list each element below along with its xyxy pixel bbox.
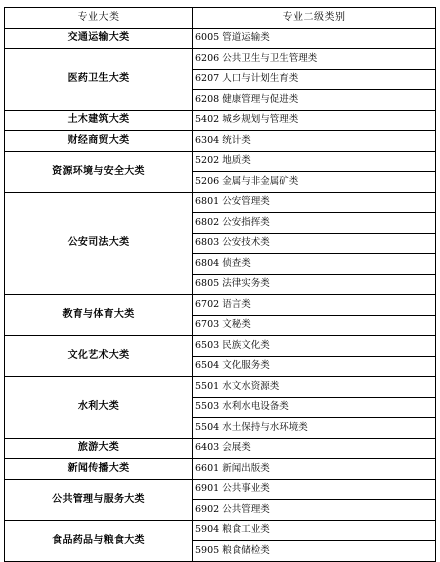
table-row (5, 49, 436, 70)
sub-category-code: 5402 (195, 114, 220, 126)
major-category-cell: 医药卫生大类 (5, 49, 193, 111)
sub-category-cell (193, 192, 436, 213)
sub-category-code: 5206 (195, 175, 220, 187)
major-category-table (4, 7, 436, 562)
sub-category-cell (193, 110, 436, 131)
sub-category-cell (193, 438, 436, 459)
sub-category-code: 5501 (195, 380, 220, 392)
sub-category-name: 新闻出版类 (222, 462, 270, 474)
sub-category-name: 健康管理与促进类 (222, 93, 299, 105)
sub-category-cell (193, 49, 436, 70)
sub-category-cell (193, 479, 436, 500)
header-sub-category: 专业二级类别 (193, 8, 436, 29)
sub-category-code: 6803 (195, 237, 220, 249)
major-category-cell: 教育与体育大类 (5, 295, 193, 336)
sub-category-cell (193, 28, 436, 49)
major-category-cell: 文化艺术大类 (5, 336, 193, 377)
sub-category-name: 粮食工业类 (222, 524, 270, 536)
sub-category-cell (193, 315, 436, 336)
major-category-cell: 资源环境与安全大类 (5, 151, 193, 192)
sub-category-name: 法律实务类 (222, 278, 270, 290)
table-row (5, 192, 436, 213)
sub-category-code: 6207 (195, 73, 220, 85)
sub-category-cell (193, 131, 436, 152)
sub-category-cell (193, 151, 436, 172)
table-row (5, 151, 436, 172)
sub-category-cell (193, 356, 436, 377)
sub-category-cell (193, 377, 436, 398)
sub-category-cell (193, 274, 436, 295)
sub-category-name: 水土保持与水环境类 (222, 421, 308, 433)
sub-category-code: 5504 (195, 421, 220, 433)
table-row (5, 336, 436, 357)
sub-category-name: 会展类 (222, 442, 251, 454)
sub-category-code: 6804 (195, 257, 220, 269)
sub-category-name: 公安技术类 (222, 237, 270, 249)
table-row (5, 28, 436, 49)
sub-category-code: 6206 (195, 52, 220, 64)
sub-category-code: 6702 (195, 298, 220, 310)
sub-category-name: 人口与计划生育类 (222, 73, 299, 85)
sub-category-code: 5503 (195, 401, 220, 413)
sub-category-cell (193, 172, 436, 193)
sub-category-code: 6601 (195, 462, 220, 474)
sub-category-name: 水利水电设备类 (222, 401, 289, 413)
sub-category-name: 金属与非金属矿类 (222, 175, 299, 187)
header-row (5, 8, 436, 29)
sub-category-code: 6504 (195, 360, 220, 372)
sub-category-code: 5904 (195, 524, 220, 536)
sub-category-cell (193, 295, 436, 316)
sub-category-name: 城乡规划与管理类 (222, 114, 299, 126)
sub-category-cell (193, 418, 436, 439)
sub-category-code: 5905 (195, 544, 220, 556)
sub-category-cell (193, 90, 436, 111)
sub-category-cell (193, 254, 436, 275)
sub-category-code: 6304 (195, 134, 220, 146)
sub-category-cell (193, 336, 436, 357)
sub-category-name: 公安指挥类 (222, 216, 270, 228)
sub-category-name: 管道运输类 (222, 32, 270, 44)
table-row (5, 438, 436, 459)
table-row (5, 110, 436, 131)
sub-category-code: 6801 (195, 196, 220, 208)
header-major-category: 专业大类 (5, 8, 193, 29)
sub-category-name: 公共管理类 (222, 503, 270, 515)
sub-category-cell (193, 500, 436, 521)
sub-category-cell (193, 520, 436, 541)
sub-category-name: 文秘类 (222, 319, 251, 331)
sub-category-name: 文化服务类 (222, 360, 270, 372)
sub-category-code: 5202 (195, 155, 220, 167)
sub-category-name: 语言类 (222, 298, 251, 310)
major-category-cell: 土木建筑大类 (5, 110, 193, 131)
major-category-cell: 水利大类 (5, 377, 193, 439)
sub-category-cell (193, 397, 436, 418)
sub-category-code: 6902 (195, 503, 220, 515)
sub-category-code: 6901 (195, 483, 220, 495)
major-category-cell: 公共管理与服务大类 (5, 479, 193, 520)
sub-category-name: 公共卫生与卫生管理类 (222, 52, 318, 64)
sub-category-cell (193, 459, 436, 480)
table-row (5, 131, 436, 152)
sub-category-name: 统计类 (222, 134, 251, 146)
sub-category-name: 侦查类 (222, 257, 251, 269)
sub-category-name: 公共事业类 (222, 483, 270, 495)
table-row (5, 520, 436, 541)
sub-category-name: 粮食储检类 (222, 544, 270, 556)
table-row (5, 459, 436, 480)
table-row (5, 377, 436, 398)
sub-category-code: 6802 (195, 216, 220, 228)
major-category-cell: 财经商贸大类 (5, 131, 193, 152)
sub-category-cell (193, 233, 436, 254)
sub-category-code: 6703 (195, 319, 220, 331)
table-row (5, 479, 436, 500)
sub-category-code: 6805 (195, 278, 220, 290)
sub-category-code: 6005 (195, 32, 220, 44)
sub-category-name: 水文水资源类 (222, 380, 280, 392)
table-body (5, 28, 436, 561)
sub-category-name: 公安管理类 (222, 196, 270, 208)
sub-category-name: 民族文化类 (222, 339, 270, 351)
sub-category-cell (193, 541, 436, 562)
major-category-cell: 新闻传播大类 (5, 459, 193, 480)
major-category-cell: 食品药品与粮食大类 (5, 520, 193, 561)
sub-category-code: 6403 (195, 442, 220, 454)
sub-category-name: 地质类 (222, 155, 251, 167)
major-category-cell: 交通运输大类 (5, 28, 193, 49)
sub-category-cell (193, 213, 436, 234)
major-category-cell: 旅游大类 (5, 438, 193, 459)
table-row (5, 295, 436, 316)
sub-category-cell (193, 69, 436, 90)
major-category-cell: 公安司法大类 (5, 192, 193, 295)
sub-category-code: 6208 (195, 93, 220, 105)
sub-category-code: 6503 (195, 339, 220, 351)
